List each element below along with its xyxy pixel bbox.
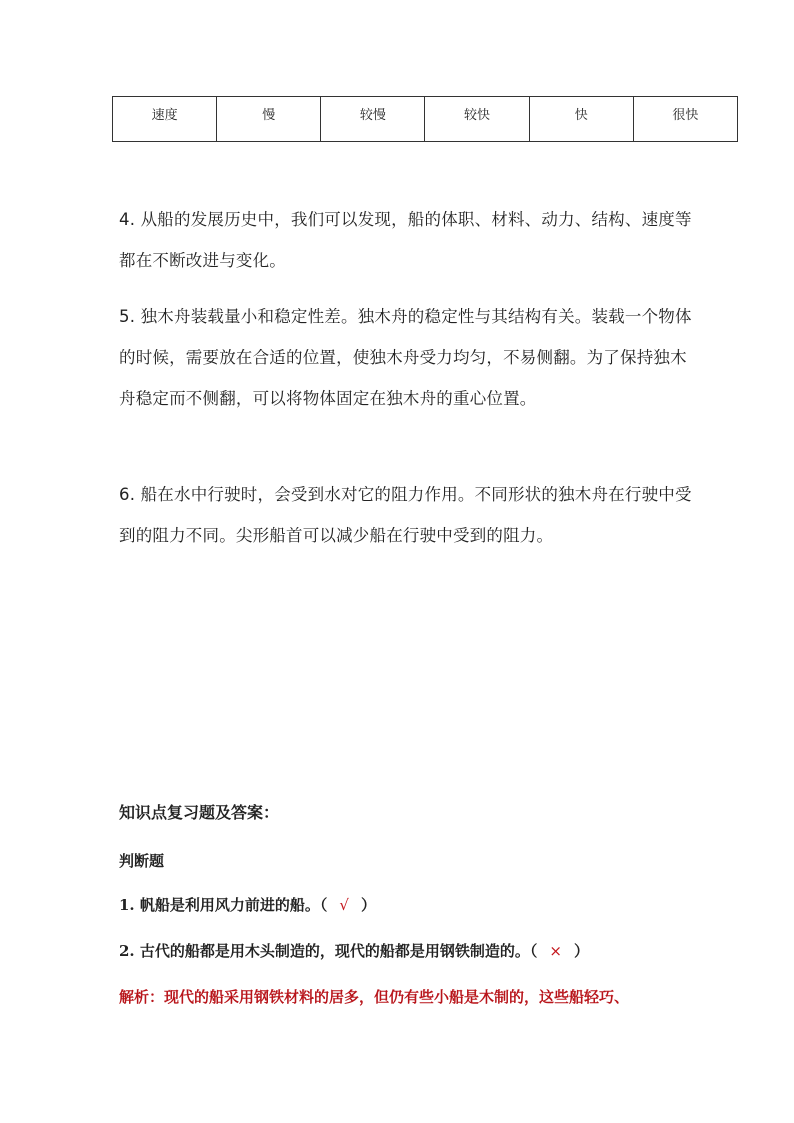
table-row [113,97,738,142]
section-label-true-false: 判断题 [119,852,165,870]
paragraph-4: 4. 从船的发展历史中，我们可以发现，船的体职、材料、动力、结构、速度等都在不断改进与变化。 [119,210,692,270]
speed-table [112,96,738,142]
question-2-close: ） [573,942,589,960]
table-cell-very-fast: 很快 [633,97,737,142]
table-cell-speed: 速度 [113,97,217,142]
table-cell-faster: 较快 [425,97,529,142]
analysis-text: 解析：现代的船采用钢铁材料的居多，但仍有些小船是木制的，这些船轻巧、 [119,988,630,1006]
table-cell-slower: 较慢 [321,97,425,142]
paragraph-6: 6. 船在水中行驶时，会受到水对它的阻力作用。不同形状的独木舟在行驶中受到的阻力不同。尖形船首可以减少船在行驶中受到的阻力。 [119,485,692,545]
question-1-close: ） [360,896,376,914]
question-2 [119,940,589,961]
question-2-text: 2. 古代的船都是用木头制造的，现代的船都是用钢铁制造的。（ [119,942,538,960]
table-cell-fast: 快 [529,97,633,142]
question-1 [119,894,376,915]
question-1-text: 1. 帆船是利用风力前进的船。（ [119,896,328,914]
check-mark-icon: √ [339,896,349,914]
paragraph-5: 5. 独木舟装载量小和稳定性差。独木舟的稳定性与其结构有关。装载一个物体的时候，需要放在合适的位置，使独木舟受力均匀，不易侧翻。为了保持独木舟稳定而不侧翻，可以将物体固定在独木舟的重心位置。 [119,307,692,408]
review-heading: 知识点复习题及答案： [119,803,280,822]
cross-mark-icon: × [549,942,562,960]
table-cell-slow: 慢 [217,97,321,142]
